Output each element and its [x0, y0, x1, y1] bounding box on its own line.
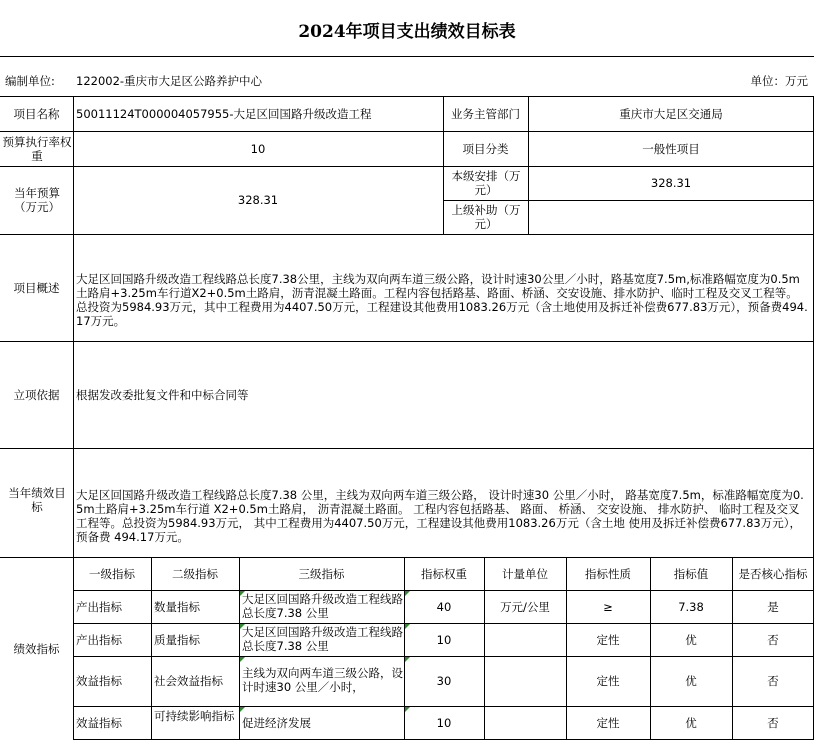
subsidy-label: 上级补助（万元） — [451, 203, 521, 231]
row4-nature: 定性 — [596, 716, 620, 730]
grid-line — [484, 557, 485, 740]
budget-value: 328.31 — [237, 193, 279, 207]
header-level2: 二级指标 — [172, 566, 218, 581]
row4-level3: 促进经济发展 — [242, 716, 311, 730]
row2-level1: 产出指标 — [76, 632, 122, 647]
header-level1: 一级指标 — [89, 566, 135, 581]
grid-line — [73, 656, 814, 657]
grid-line — [151, 557, 152, 740]
row1-core: 是 — [767, 599, 779, 614]
category-label: 项目分类 — [462, 141, 509, 156]
overview-text — [73, 234, 814, 341]
grid-line — [0, 131, 814, 132]
grid-line — [239, 557, 240, 740]
dept-label: 业务主管部门 — [451, 107, 520, 121]
cell-marker-icon — [405, 657, 410, 662]
cell-marker-icon — [240, 657, 245, 662]
category-value: 一般性项目 — [642, 141, 700, 156]
row2-value: 优 — [685, 632, 697, 647]
row3-level1: 效益指标 — [76, 674, 122, 688]
header-weight: 指标权重 — [421, 566, 467, 581]
row4-unit — [484, 706, 566, 740]
own-budget-label: 本级安排（万元） — [451, 169, 521, 197]
row4-core: 否 — [767, 716, 779, 730]
row2-level3: 大足区回国路升级改造工程线路总长度7.38 公里 — [242, 625, 403, 653]
row3-level2: 社会效益指标 — [154, 674, 223, 688]
grid-line — [0, 341, 814, 342]
cell-marker-icon — [405, 707, 410, 712]
row2-core: 否 — [767, 632, 779, 647]
overview-label: 项目概述 — [13, 280, 60, 295]
weight-value: 10 — [250, 141, 266, 156]
header-unit: 计量单位 — [502, 566, 548, 581]
cell-marker-icon — [405, 624, 410, 629]
project-name-value: 50011124T000004057955-大足区回国路升级改造工程 — [76, 107, 372, 121]
goal-label — [4, 448, 70, 557]
grid-line — [404, 557, 405, 740]
row4-weight: 10 — [436, 716, 452, 730]
overview-paragraph: 大足区回国路升级改造工程线路总长度7.38公里，主线为双向两车道三级公路，设计时速30公里／小时，路基宽度7.5m,标准路幅宽度为0.5m土路肩+3.25m车行道X2+0.5m土路肩，沥青混凝土路面。工程内容包括路基、路面、桥涵、交安设施、排水防护、临时工程及交叉工程等。总投资为5984.93万元，其中工程费用为4407.50万元，工程建设其他费用1083.26万元（含土地使用及拆迁补偿费677.83万元），预备费494.17万元。 — [76, 271, 808, 328]
grid-line — [443, 96, 444, 234]
own-budget-value: 328.31 — [650, 176, 692, 190]
currency-label: 单位：万元 — [750, 74, 808, 88]
row1-value: 7.38 — [678, 599, 704, 614]
row4-value: 优 — [685, 716, 697, 730]
row3-weight: 30 — [436, 674, 452, 688]
grid-line — [73, 590, 814, 591]
row1-weight: 40 — [436, 599, 452, 614]
cell-marker-icon — [240, 591, 245, 596]
row1-level2: 数量指标 — [154, 599, 200, 614]
cell-marker-icon — [240, 624, 245, 629]
project-name-label: 项目名称 — [13, 107, 60, 121]
header-nature: 指标性质 — [585, 566, 631, 581]
grid-line — [0, 557, 814, 558]
grid-line — [566, 557, 567, 740]
indicators-label: 绩效指标 — [13, 641, 60, 656]
page-title: 2024年项目支出绩效目标表 — [298, 22, 516, 42]
row2-nature: 定性 — [596, 632, 620, 647]
row2-level2: 质量指标 — [154, 632, 200, 647]
budget-label: 当年预算（万元） — [14, 186, 60, 214]
subsidy-value — [528, 200, 814, 234]
header-core: 是否核心指标 — [738, 566, 808, 581]
row1-unit: 万元/公里 — [500, 599, 550, 614]
cell-marker-icon — [405, 591, 410, 596]
row2-weight: 10 — [436, 632, 452, 647]
row3-level3: 主线为双向两车道三级公路，设计时速30 公里／小时， — [242, 666, 403, 694]
basis-text: 根据发改委批复文件和中标合同等 — [76, 387, 249, 402]
row3-core: 否 — [767, 674, 779, 688]
row1-nature: ≥ — [603, 599, 613, 614]
cell-marker-icon — [240, 707, 245, 712]
header-level3: 三级指标 — [298, 566, 345, 581]
row3-nature: 定性 — [596, 674, 620, 688]
grid-line — [0, 96, 814, 97]
grid-line — [443, 200, 814, 201]
grid-line — [650, 557, 651, 740]
goal-paragraph: 大足区回国路升级改造工程线路总长度7.38 公里，主线为双向两车道三级公路， 设计时速30 公里／小时， 路基宽度7.5m，标准路幅宽度为0.5m土路肩+3.25m车行道 X2+0.5m土路肩， 沥青混凝土路面。 工程内容包括路基、 路面、 桥涵、 交安设施、 排水防护、 临时工程及交叉工程等。总投资为5984.93万元， 其中工程费用为4407.50万元，工程建设其他费用1083.26万元（含土地 使用及拆迁补偿费677.83万元）， 预备费 494.17万元。 — [76, 487, 804, 544]
grid-line — [732, 557, 733, 740]
goal-label-text: 当年绩效目标 — [8, 486, 66, 514]
unit-value: 122002-重庆市大足区公路养护中心 — [76, 74, 263, 88]
grid-line — [73, 706, 814, 707]
grid-line — [0, 234, 814, 235]
grid-line — [73, 96, 74, 740]
row4-level1: 效益指标 — [76, 716, 122, 730]
weight-label: 预算执行率权重 — [2, 134, 72, 163]
grid-line — [0, 448, 814, 449]
grid-line — [528, 96, 529, 234]
dept-value: 重庆市大足区交通局 — [619, 107, 723, 121]
grid-line — [73, 623, 814, 624]
unit-label: 编制单位: — [5, 74, 55, 88]
grid-line — [0, 166, 814, 167]
grid-line — [0, 56, 814, 57]
row3-unit — [484, 656, 566, 706]
header-value: 指标值 — [673, 566, 709, 581]
basis-label: 立项依据 — [13, 387, 60, 402]
row3-value: 优 — [685, 674, 697, 688]
row2-unit — [484, 623, 566, 656]
goal-text — [73, 448, 814, 557]
row1-level1: 产出指标 — [76, 599, 122, 614]
row1-level3: 大足区回国路升级改造工程线路总长度7.38 公里 — [242, 592, 403, 620]
row4-level2: 可持续影响指标 — [154, 709, 235, 723]
